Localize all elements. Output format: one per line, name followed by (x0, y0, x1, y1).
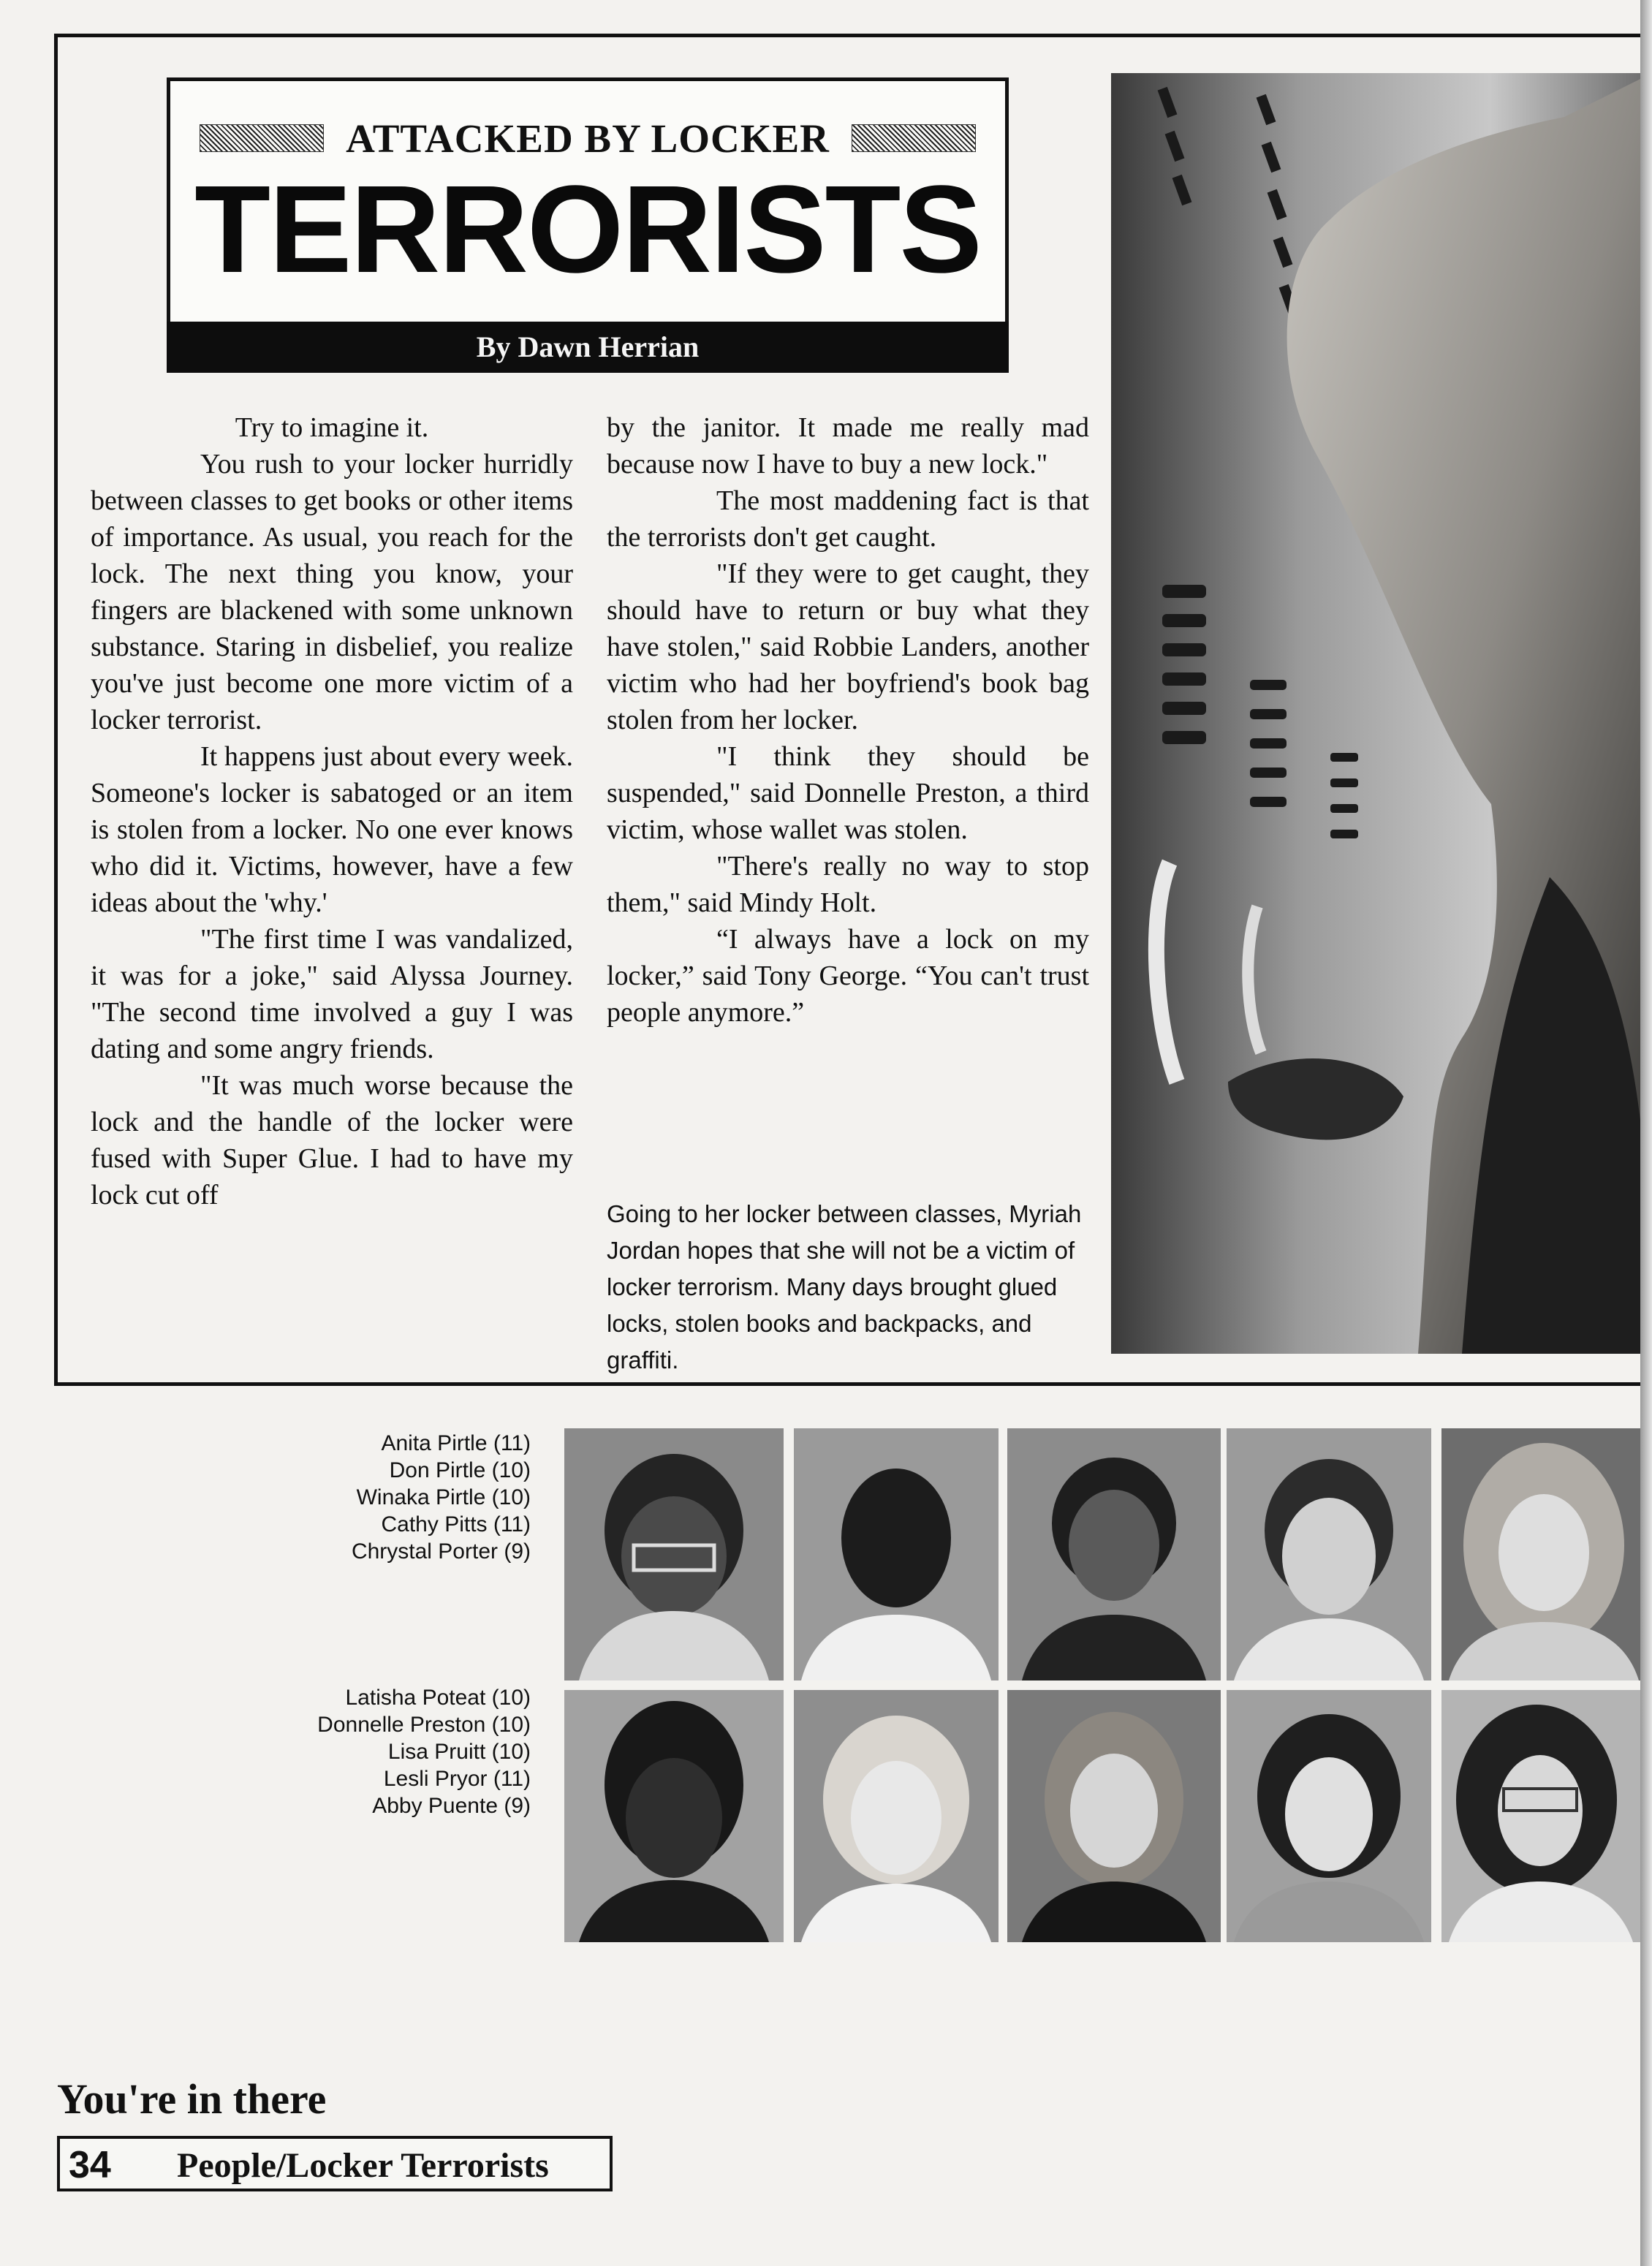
portrait-name: Anita Pirtle (11) (381, 1431, 531, 1455)
article-paragraph: “I always have a lock on my locker,” said Tony George. “You can't trust people anymore.” (607, 924, 1089, 1028)
article-paragraph: "If they were to get caught, they should have to return or buy what they have stolen," said Robbie Landers, another victim who had her boyfriend's book bag stolen from her locker. (607, 558, 1089, 735)
article-paragraph: "I think they should be suspended," said Donnelle Preston, a third victim, whose wallet was stolen. (607, 741, 1089, 845)
portrait-photo (1227, 1428, 1431, 1680)
article-paragraph: "It was much worse because the lock and the handle of the locker were fused with Super Glue. I had to have my lock cut off (91, 1070, 573, 1210)
hatch-ornament-left (200, 124, 324, 152)
portrait-name: Lisa Pruitt (10) (387, 1740, 531, 1764)
portrait-name: Abby Puente (9) (372, 1794, 531, 1818)
article-column-right (607, 409, 1089, 1031)
article-paragraph: "There's really no way to stop them," said Mindy Holt. (607, 851, 1089, 918)
folio-box (57, 2136, 613, 2191)
byline: By Dawn Herrian (476, 330, 700, 363)
portrait-name: Don Pirtle (10) (389, 1458, 531, 1482)
headline-box (167, 77, 1009, 373)
portrait-photo (794, 1690, 999, 1942)
page-number: 34 (69, 2144, 111, 2186)
article-paragraph: by the janitor. It made me really mad because now I have to buy a new lock." (607, 412, 1089, 480)
portrait-names-row-1 (219, 1430, 531, 1565)
hatch-ornament-right (852, 124, 976, 152)
article-paragraph: Try to imagine it. (235, 412, 429, 443)
portrait-name: Chrystal Porter (9) (351, 1539, 531, 1564)
portrait-photo (564, 1690, 784, 1942)
portrait-photo (1441, 1428, 1640, 1680)
headline: TERRORISTS (194, 160, 981, 299)
portrait-name: Cathy Pitts (11) (381, 1512, 531, 1536)
article-paragraph: The most maddening fact is that the terrorists don't get caught. (607, 485, 1089, 553)
portrait-photo (1227, 1690, 1431, 1942)
section-tag: You're in there (57, 2075, 327, 2123)
headline-kicker: ATTACKED BY LOCKER (346, 115, 830, 161)
portrait-photo (794, 1428, 999, 1680)
locker-photo (1111, 73, 1652, 1354)
folio-label: People/Locker Terrorists (177, 2146, 549, 2185)
portrait-name: Latisha Poteat (10) (345, 1686, 531, 1710)
byline-bar (167, 322, 1009, 373)
portrait-name: Lesli Pryor (11) (383, 1767, 531, 1791)
kicker-row (200, 116, 976, 160)
portrait-photo (1007, 1428, 1221, 1680)
portrait-name: Donnelle Preston (10) (317, 1713, 531, 1737)
article-paragraph: It happens just about every week. Someone's locker is sabatoged or an item is stolen from a locker. No one ever knows who did it. Victims, however, have a few ideas about the 'why.' (91, 741, 573, 918)
article-column-left (91, 409, 573, 1213)
article-paragraph: "The first time I was vandalized, it was for a joke," said Alyssa Journey. "The second time involved a guy I was dating and some angry friends. (91, 924, 573, 1064)
portrait-name: Winaka Pirtle (10) (356, 1485, 531, 1509)
article-paragraph: You rush to your locker hurridly between classes to get books or other items of importance. As usual, you reach for the lock. The next thing you know, your fingers are blackened with some unknown substance. Staring in disbelief, you realize you've just become one more victim of a locker terrorist. (91, 449, 573, 735)
portrait-names-row-2 (219, 1684, 531, 1819)
portrait-photo (1441, 1690, 1640, 1942)
photo-caption: Going to her locker between classes, Myriah Jordan hopes that she will not be a victim of locker terrorism. Many days brought glued locks, stolen books and backpacks, and graffiti. (607, 1200, 1082, 1373)
portrait-photo (564, 1428, 784, 1680)
portrait-photo (1007, 1690, 1221, 1942)
page-edge (1640, 0, 1652, 2266)
